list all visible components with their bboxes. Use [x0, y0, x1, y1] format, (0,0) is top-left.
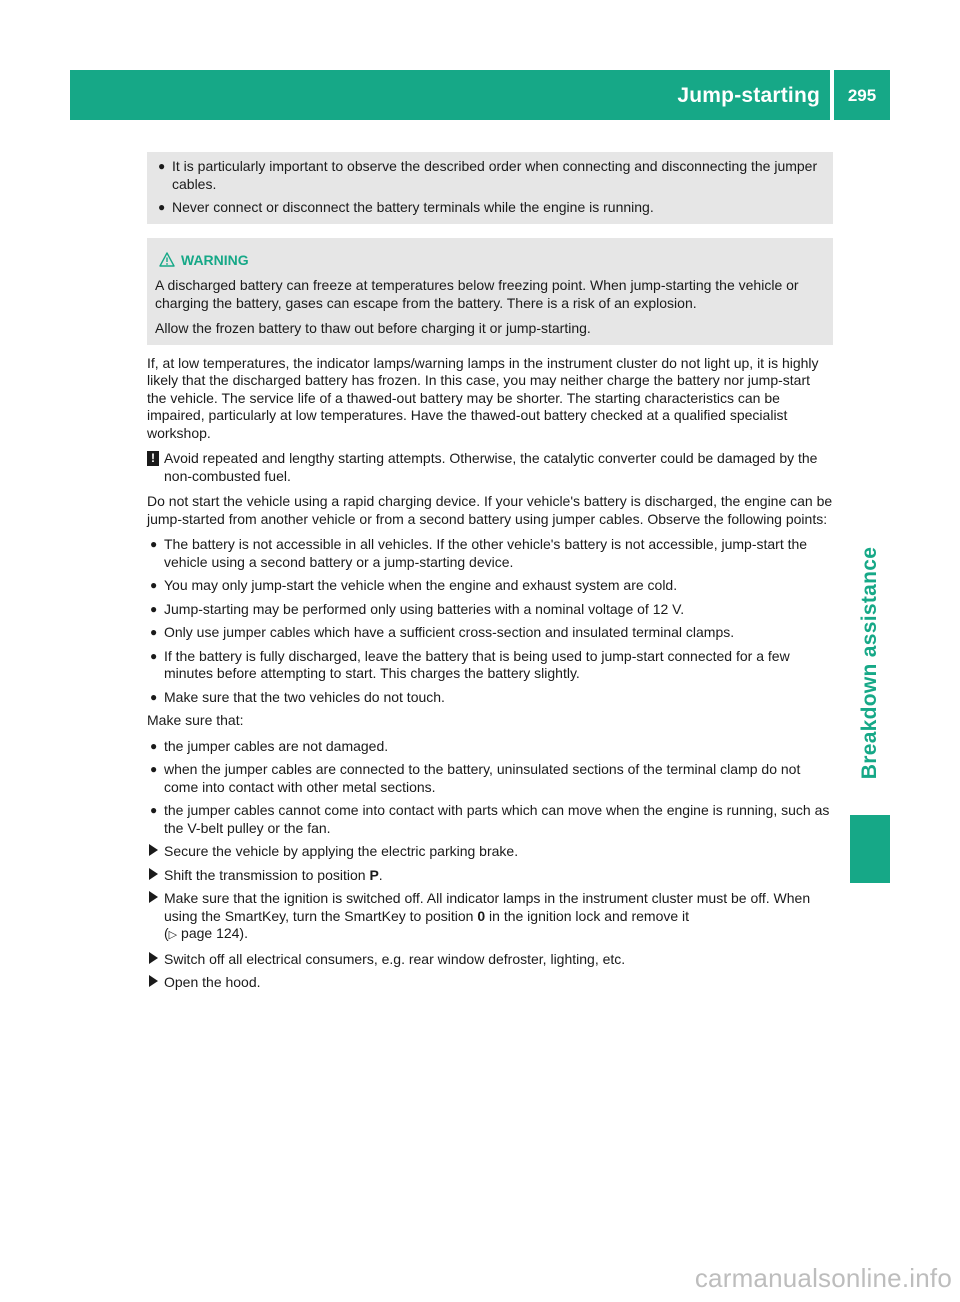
page-reference-link[interactable]: (▷ page 124). — [164, 925, 248, 941]
list-item: ● Jump-starting may be performed only using batteries with a nominal voltage of 12 V. — [150, 600, 685, 617]
list-item: ● If the battery is fully discharged, leave the battery that is being used to jump-start connected for a few minutes before attempting to start. This charges the battery slightly. — [150, 647, 790, 681]
list-item: ● the jumper cables are not damaged. — [150, 737, 389, 754]
bullet-icon: ● — [150, 625, 158, 639]
page-title: Jump-starting — [677, 84, 820, 107]
bullet-icon: ● — [150, 689, 158, 704]
bullet-icon: ● — [150, 648, 158, 663]
step-item: Switch off all electrical consumers, e.g. rear window defroster, lighting, etc. — [147, 951, 833, 969]
list-item: ● You may only jump-start the vehicle when the engine and exhaust system are cold. — [150, 577, 678, 593]
bullet-icon: ● — [150, 601, 158, 616]
section-tab-label: Breakdown assistance — [858, 546, 881, 780]
rapid-charge-paragraph: Do not start the vehicle using a rapid charging device. If your vehicle's battery is discharged, the engine can be jump-started from another vehicle or from a second battery using jumper cables. Observe the following points: — [147, 493, 833, 527]
intro-paragraph: If, at low temperatures, the indicator lamps/warning lamps in the instrument cluster do not light up, it is highly likely that the discharged battery has frozen. In this case, you may neither charge the battery nor jump-start the vehicle. The service life of a thawed-out battery may be shorter. The starting characteristics can be impaired, particularly at low temperatures. Have the thawed-out battery checked at a qualified specialist workshop. — [147, 354, 819, 441]
step-arrow-icon — [149, 868, 158, 880]
bullet-icon: ● — [158, 200, 166, 214]
list-item: ● Make sure that the two vehicles do not touch. — [150, 688, 445, 705]
step-item: Secure the vehicle by applying the electric parking brake. — [147, 843, 833, 861]
warning-text: Allow the frozen battery to thaw out before charging it or jump-starting. — [155, 320, 591, 336]
bullet-icon: ● — [150, 738, 158, 753]
note-item: ! Avoid repeated and lengthy starting attempts. Otherwise, the catalytic converter could be damaged by the non-combusted fuel. — [147, 450, 833, 485]
warning-box — [147, 238, 833, 345]
bullet-icon: ● — [150, 803, 158, 817]
warning-triangle-icon — [159, 252, 175, 267]
make-sure-heading: Make sure that: — [147, 712, 244, 728]
step-item: Open the hood. — [147, 974, 833, 992]
step-arrow-icon — [149, 952, 158, 964]
step-arrow-icon — [149, 891, 158, 903]
list-item: ● when the jumper cables are connected to the battery, uninsulated sections of the terminal clamp do not come into contact with other metal sections. — [150, 761, 801, 795]
list-item: ● Never connect or disconnect the battery terminals while the engine is running. — [158, 199, 654, 215]
list-item: ● the jumper cables cannot come into contact with parts which can move when the engine is running, such as the V-belt pulley or the fan. — [150, 802, 830, 836]
warning-title: WARNING — [181, 251, 249, 268]
bullet-icon: ● — [150, 537, 158, 551]
step-arrow-icon — [149, 975, 158, 987]
list-item: ● The battery is not accessible in all vehicles. If the other vehicle's battery is not accessible, jump-start the vehicle using a second battery or a jump-starting device. — [150, 536, 808, 570]
important-box — [147, 152, 833, 224]
step-arrow-icon — [149, 844, 158, 856]
bullet-icon: ● — [158, 159, 166, 173]
page-ref-arrow-icon: ▷ — [168, 929, 178, 941]
section-marker — [850, 815, 890, 883]
page-number: 295 — [847, 86, 877, 105]
bullet-icon: ● — [150, 578, 158, 592]
page-content — [147, 152, 833, 998]
warning-text: A discharged battery can freeze at temperatures below freezing point. When jump-starting the vehicle or charging the battery, gases can escape from the battery. There is a risk of an explosion. — [155, 277, 799, 311]
exclamation-icon: ! — [147, 451, 159, 466]
bullet-icon: ● — [150, 762, 158, 776]
watermark: carmanualsonline.info — [694, 1263, 952, 1293]
list-item: ● It is particularly important to observe the described order when connecting and disconnecting the jumper cables. — [158, 158, 818, 192]
warning-heading — [155, 252, 825, 270]
list-item: ● Only use jumper cables which have a sufficient cross-section and insulated terminal clamps. — [150, 624, 735, 640]
step-item: Make sure that the ignition is switched off. All indicator lamps in the instrument cluster must be off. When using the SmartKey, turn the SmartKey to position 0 in the ignition lock and remove it (▷ page 124). — [147, 890, 833, 945]
step-item: Shift the transmission to position P. — [147, 867, 833, 885]
